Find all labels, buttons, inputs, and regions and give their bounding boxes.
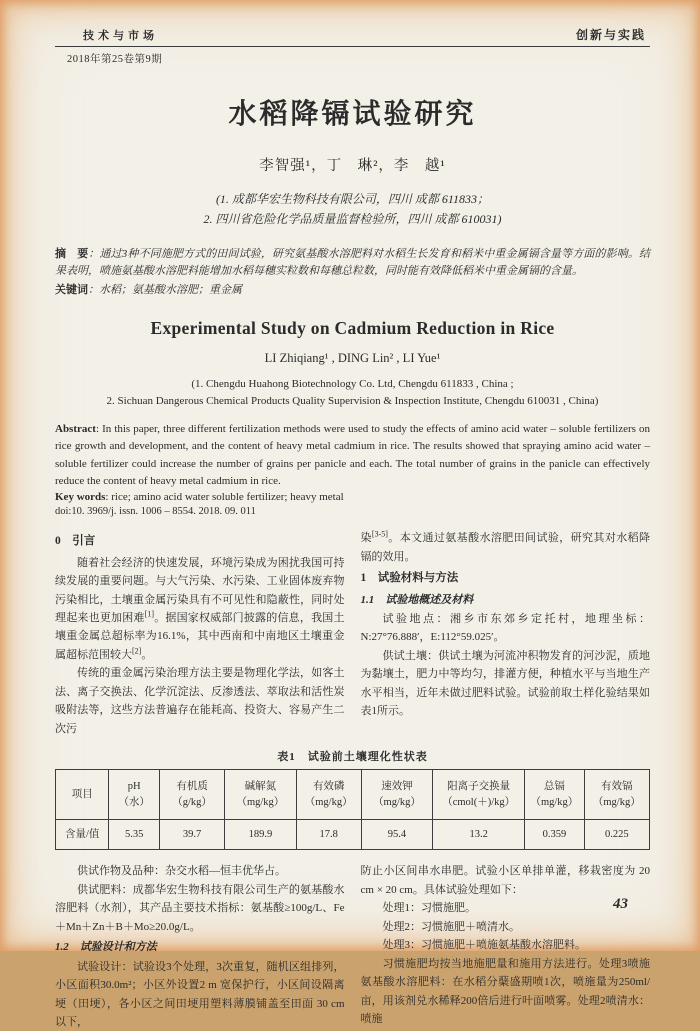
right-column-lower (361, 862, 651, 1031)
body-columns-lower (55, 862, 650, 1031)
page-number: 43 (613, 896, 628, 912)
paragraph-design-cont: 防止小区间串水串肥。试验小区单排单灌，移栽密度为 20 cm × 20 cm。具体试验处理如下： (360, 865, 650, 896)
page-header (55, 26, 650, 47)
table-header-cell: 有效磷 （mg/kg） (296, 770, 361, 820)
abstract-text-en: : In this paper, three different fertilization methods were used to study the effects of amino acid water – soluble fertilizers on rice growth and development, and the content of heavy metal cadmium in rice. The results showed that spraying amino acid water – soluble fertilizer could increase the number of grains per panicle and each. The total number of grains in the panicle can effectively reduce the content of heavy metal cadmium in rice. (55, 422, 650, 487)
issue-info: 2018年第25卷第9期 (67, 54, 163, 65)
section-heading-1: 1 试验材料与方法 (360, 572, 459, 585)
affiliation-line-2: 2. 四川省危险化学品质量监督检验所，四川 成都 610031) (203, 212, 502, 227)
table-header-cell: 项目 (56, 770, 109, 820)
table-header-cell: 速效钾 （mg/kg） (361, 770, 432, 820)
paragraph-intro-1 (55, 554, 345, 665)
abstract-text-cn: ：通过3种不同施肥方式的田间试验，研究氨基酸水溶肥料对水稻生长发育和稻米中重金属镉含量等方面的影响。结果表明，喷施氨基酸水溶肥料能增加水稻每穗实粒数和每穗总粒数，同时能有效降低稻米中重金属镉的含量。 (55, 247, 651, 278)
right-column (361, 529, 651, 738)
affiliation-en-line-1: (1. Chengdu Huahong Biotechnology Co. Ltd, Chengdu 611833 , China ; (191, 377, 514, 390)
authors-cn: 李智强¹，丁 琳²，李 越¹ (259, 158, 446, 174)
keywords-text-en: : rice; amino acid water soluble fertilizer; heavy metal (105, 491, 344, 504)
article-title-cn: 水稻降镉试验研究 (228, 99, 477, 130)
left-column (55, 529, 345, 738)
section-title: 创新与实践 (575, 28, 646, 42)
table-value-row (56, 820, 650, 850)
table-cell: 189.9 (225, 820, 296, 850)
table-cell: 5.35 (109, 820, 159, 850)
treatment-3: 处理3：习惯施肥＋喷施氨基酸水溶肥料。 (382, 939, 586, 952)
treatment-1: 处理1：习惯施肥。 (382, 902, 476, 915)
paragraph-intro-3 (361, 529, 651, 566)
citation-1: [1] (144, 609, 154, 619)
table-1-title: 表1 试验前土壤理化性状表 (277, 751, 428, 764)
paragraph-soil: 供试土壤：供试土壤为河流冲积物发育的河沙泥，质地为黏壤土，肥力中等均匀，排灌方便，种植水平与当地生产水平相当，近年未做过肥料试验。试验前取土样化验结果如表1所示。 (360, 649, 650, 718)
doi: doi:10. 3969/j. issn. 1006 – 8554. 2018. 09. 011 (55, 506, 256, 518)
abstract-cn (55, 246, 650, 300)
keywords-en (55, 491, 650, 503)
abstract-en (55, 421, 650, 491)
keywords-label-cn: 关键词 (55, 283, 88, 296)
soil-properties-table (55, 769, 650, 850)
table-cell: 0.225 (584, 820, 649, 850)
table-cell: 95.4 (361, 820, 432, 850)
article-title-en: Experimental Study on Cadmium Reduction in Rice (150, 317, 555, 338)
table-cell: 13.2 (433, 820, 525, 850)
treatment-2: 处理2：习惯施肥＋喷清水。 (382, 920, 520, 933)
table-header-row (56, 770, 650, 820)
subsection-heading-1-2: 1.2 试验设计和方法 (55, 941, 157, 954)
citation-3-5: [3-5] (371, 529, 388, 539)
keywords-text-cn: ：水稻；氨基酸水溶肥；重金属 (88, 283, 242, 296)
table-cell: 39.7 (159, 820, 224, 850)
table-cell: 含量/值 (56, 820, 109, 850)
paragraph-text: 随着社会经济的快速发展，环境污染成为困扰我国可持续发展的重要问题。与大气污染、水污染、工业固体废弃物污染相比，土壤重金属污染具有不可见性和隐蔽性，同时处理起来也更加困难 (55, 556, 345, 624)
paragraph-text: 。 (141, 648, 153, 661)
paragraph-application: 习惯施肥均按当地施肥量和施用方法进行。处理3喷施氨基酸水溶肥料：在水稻分蘖盛期喷1次，喷施量为250ml/亩，用该剂兑水稀释200倍后进行叶面喷雾。处理2喷清水：喷施 (360, 957, 650, 1025)
left-column-lower (55, 862, 345, 1031)
abstract-label-cn: 摘 要 (55, 247, 89, 260)
table-header-cell: 总镉 （mg/kg） (525, 770, 584, 820)
paragraph-crop: 供试作物及品种：杂交水稻—恒丰优华占。 (77, 865, 286, 878)
affiliation-en-line-2: 2. Sichuan Dangerous Chemical Products Quality Supervision & Inspection Institute, Chengdu 610031 , China) (106, 395, 599, 408)
paragraph-design: 试验设计：试验设3个处理，3次重复，随机区组排列，小区面积30.0m²；小区外设置2 m 宽保护行，小区间设隔离埂（田埂），各小区之间田埂用塑料薄膜铺盖至田面 30 cm 以下， (55, 960, 345, 1028)
table-cell: 17.8 (296, 820, 361, 850)
paragraph-fertilizer: 供试肥料：成都华宏生物科技有限公司生产的氨基酸水溶肥料（水剂），其产品主要技术指标：氨基酸≥100g/L、Fe＋Mn＋Zn＋B＋Mo≥20.0g/L。 (55, 883, 345, 933)
affiliations-cn (55, 189, 650, 230)
authors-en: LI Zhiqiang¹ , DING Lin² , LI Yue¹ (264, 350, 441, 365)
section-heading-0: 0 引言 (55, 535, 96, 548)
table-header-cell: 有效镉 （mg/kg） (584, 770, 649, 820)
subsection-heading-1-1: 1.1 试验地概述及材料 (360, 593, 474, 606)
table-header-cell: pH （水） (109, 770, 159, 820)
keywords-label-en: Key words (55, 491, 106, 504)
table-header-cell: 碱解氮 （mg/kg） (225, 770, 296, 820)
paragraph-text: 。据国家权威部门披露的信息，我国土壤重金属总超标率为16.1%，其中西南和中南地区土壤重金属超标范围较大 (55, 611, 345, 661)
paragraph-site: 试验地点：湘乡市东郊乡定托村，地理坐标：N:27°76.888′，E:112°59.025′。 (360, 612, 650, 644)
table-cell: 0.359 (525, 820, 584, 850)
table-header-cell: 阳离子交换量 （cmol(＋)/kg） (433, 770, 525, 820)
citation-2: [2] (132, 646, 142, 656)
paragraph-text: 。本文通过氨基酸水溶肥田间试验，研究其对水稻降镉的效用。 (360, 532, 651, 563)
abstract-label-en: Abstract (55, 422, 96, 435)
paragraph-intro-2: 传统的重金属污染治理方法主要是物理化学法，如客土法、离子交换法、化学沉淀法、反渗透法、萃取法和活性炭吸附法等，这些方法普遍存在能耗高、投资大、容易产生二次污 (55, 667, 345, 735)
body-columns-upper (55, 529, 650, 738)
affiliations-en (55, 376, 650, 411)
table-header-cell: 有机质 （g/kg） (159, 770, 224, 820)
affiliation-line-1: (1. 成都华宏生物科技有限公司，四川 成都 611833； (215, 192, 490, 206)
journal-title: 技术与市场 (83, 30, 158, 42)
keywords-cn (55, 282, 650, 300)
paragraph-text: 染 (360, 532, 372, 545)
